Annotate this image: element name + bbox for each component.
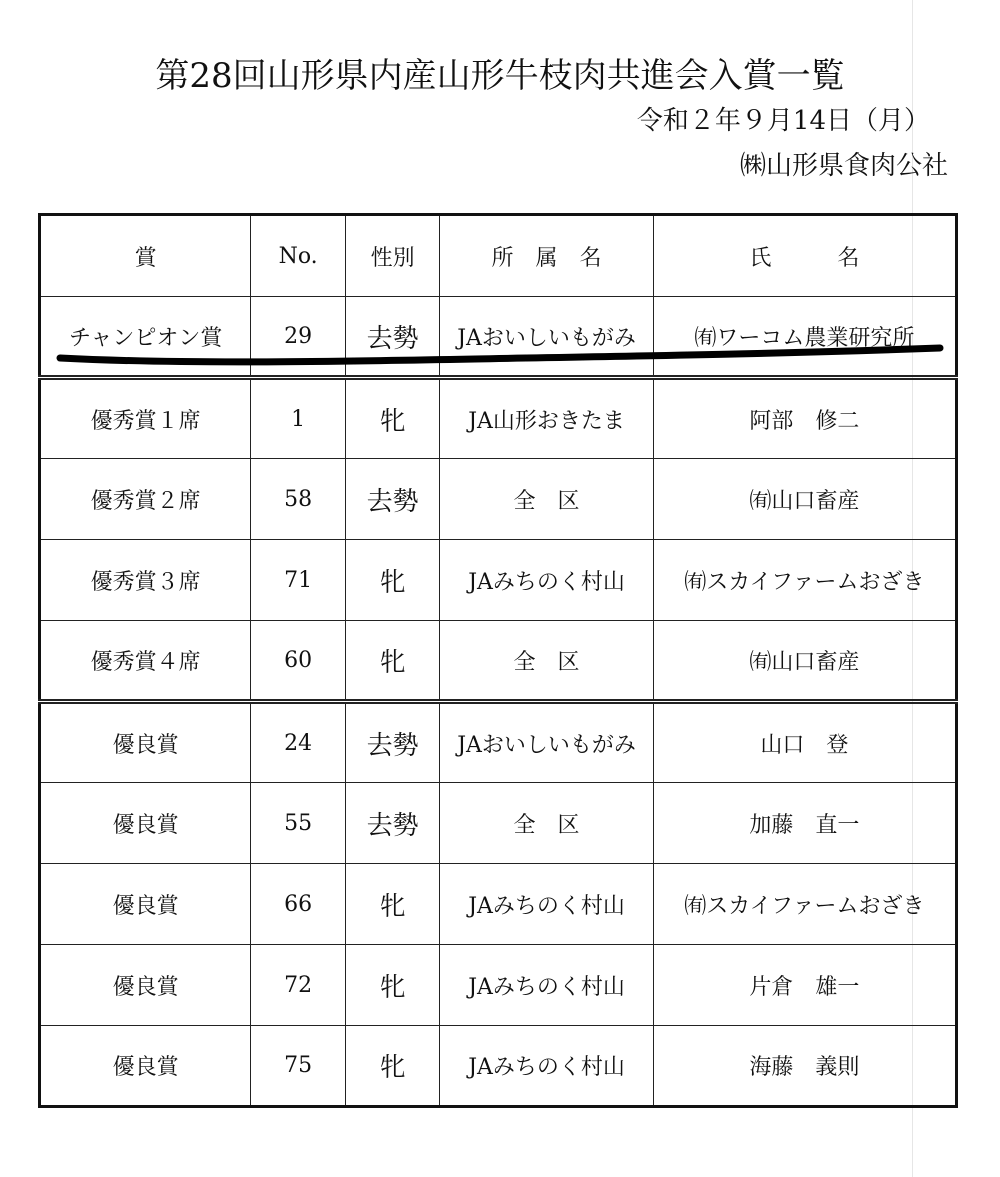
affiliation-cell: JAみちのく村山 (440, 1026, 654, 1107)
award-cell: 優秀賞３席 (40, 540, 251, 621)
name-cell: ㈲スカイファームおざき (653, 864, 956, 945)
header-no: No. (251, 215, 346, 297)
award-cell: 優良賞 (40, 783, 251, 864)
sex-cell: 去勢 (345, 459, 439, 540)
table-row (40, 864, 957, 945)
header-name: 氏 名 (653, 215, 956, 297)
name-cell: 海藤 義則 (653, 1026, 956, 1107)
page-title: 第28回山形県内産山形牛枝肉共進会入賞一覧 (155, 56, 845, 96)
number-cell: 60 (251, 621, 346, 702)
award-cell: 優良賞 (40, 864, 251, 945)
award-cell: 優良賞 (40, 1026, 251, 1107)
table-row (40, 702, 957, 783)
affiliation-cell: JAおいしいもがみ (440, 297, 654, 378)
number-cell: 29 (251, 297, 346, 378)
sex-cell: 牝 (345, 864, 439, 945)
table-row (40, 783, 957, 864)
name-cell: ㈲ワーコム農業研究所 (653, 297, 956, 378)
number-cell: 24 (251, 702, 346, 783)
table-row (40, 459, 957, 540)
affiliation-cell: JA山形おきたま (440, 378, 654, 459)
name-cell: 片倉 雄一 (653, 945, 956, 1026)
award-cell: 優良賞 (40, 702, 251, 783)
sex-cell: 牝 (345, 1026, 439, 1107)
number-cell: 75 (251, 1026, 346, 1107)
sex-cell: 去勢 (345, 702, 439, 783)
table-header-row (40, 215, 957, 297)
table-row (40, 621, 957, 702)
affiliation-cell: JAみちのく村山 (440, 945, 654, 1026)
table-row (40, 378, 957, 459)
header-sex: 性別 (345, 215, 439, 297)
champion-row (40, 297, 957, 378)
table-row (40, 540, 957, 621)
name-cell: ㈲山口畜産 (653, 459, 956, 540)
award-cell: チャンピオン賞 (40, 297, 251, 378)
number-cell: 1 (251, 378, 346, 459)
affiliation-cell: JAおいしいもがみ (440, 702, 654, 783)
number-cell: 72 (251, 945, 346, 1026)
sex-cell: 去勢 (345, 297, 439, 378)
number-cell: 71 (251, 540, 346, 621)
award-cell: 優秀賞４席 (40, 621, 251, 702)
sex-cell: 牝 (345, 621, 439, 702)
table-row (40, 1026, 957, 1107)
sex-cell: 去勢 (345, 783, 439, 864)
affiliation-cell: JAみちのく村山 (440, 540, 654, 621)
header-affiliation: 所 属 名 (440, 215, 654, 297)
affiliation-cell: 全 区 (440, 459, 654, 540)
award-cell: 優良賞 (40, 945, 251, 1026)
table-row (40, 945, 957, 1026)
organization-name: ㈱山形県食肉公社 (739, 151, 948, 181)
award-cell: 優秀賞１席 (40, 378, 251, 459)
sex-cell: 牝 (345, 945, 439, 1026)
affiliation-cell: 全 区 (440, 621, 654, 702)
number-cell: 55 (251, 783, 346, 864)
number-cell: 58 (251, 459, 346, 540)
sex-cell: 牝 (345, 378, 439, 459)
awards-table (38, 213, 958, 1108)
header-award: 賞 (40, 215, 251, 297)
name-cell: 加藤 直一 (653, 783, 956, 864)
affiliation-cell: JAみちのく村山 (440, 864, 654, 945)
name-cell: ㈲山口畜産 (653, 621, 956, 702)
award-cell: 優秀賞２席 (40, 459, 251, 540)
name-cell: 山口 登 (653, 702, 956, 783)
name-cell: ㈲スカイファームおざき (653, 540, 956, 621)
sex-cell: 牝 (345, 540, 439, 621)
document-date: 令和２年９月14日（月） (636, 106, 930, 136)
name-cell: 阿部 修二 (653, 378, 956, 459)
number-cell: 66 (251, 864, 346, 945)
affiliation-cell: 全 区 (440, 783, 654, 864)
